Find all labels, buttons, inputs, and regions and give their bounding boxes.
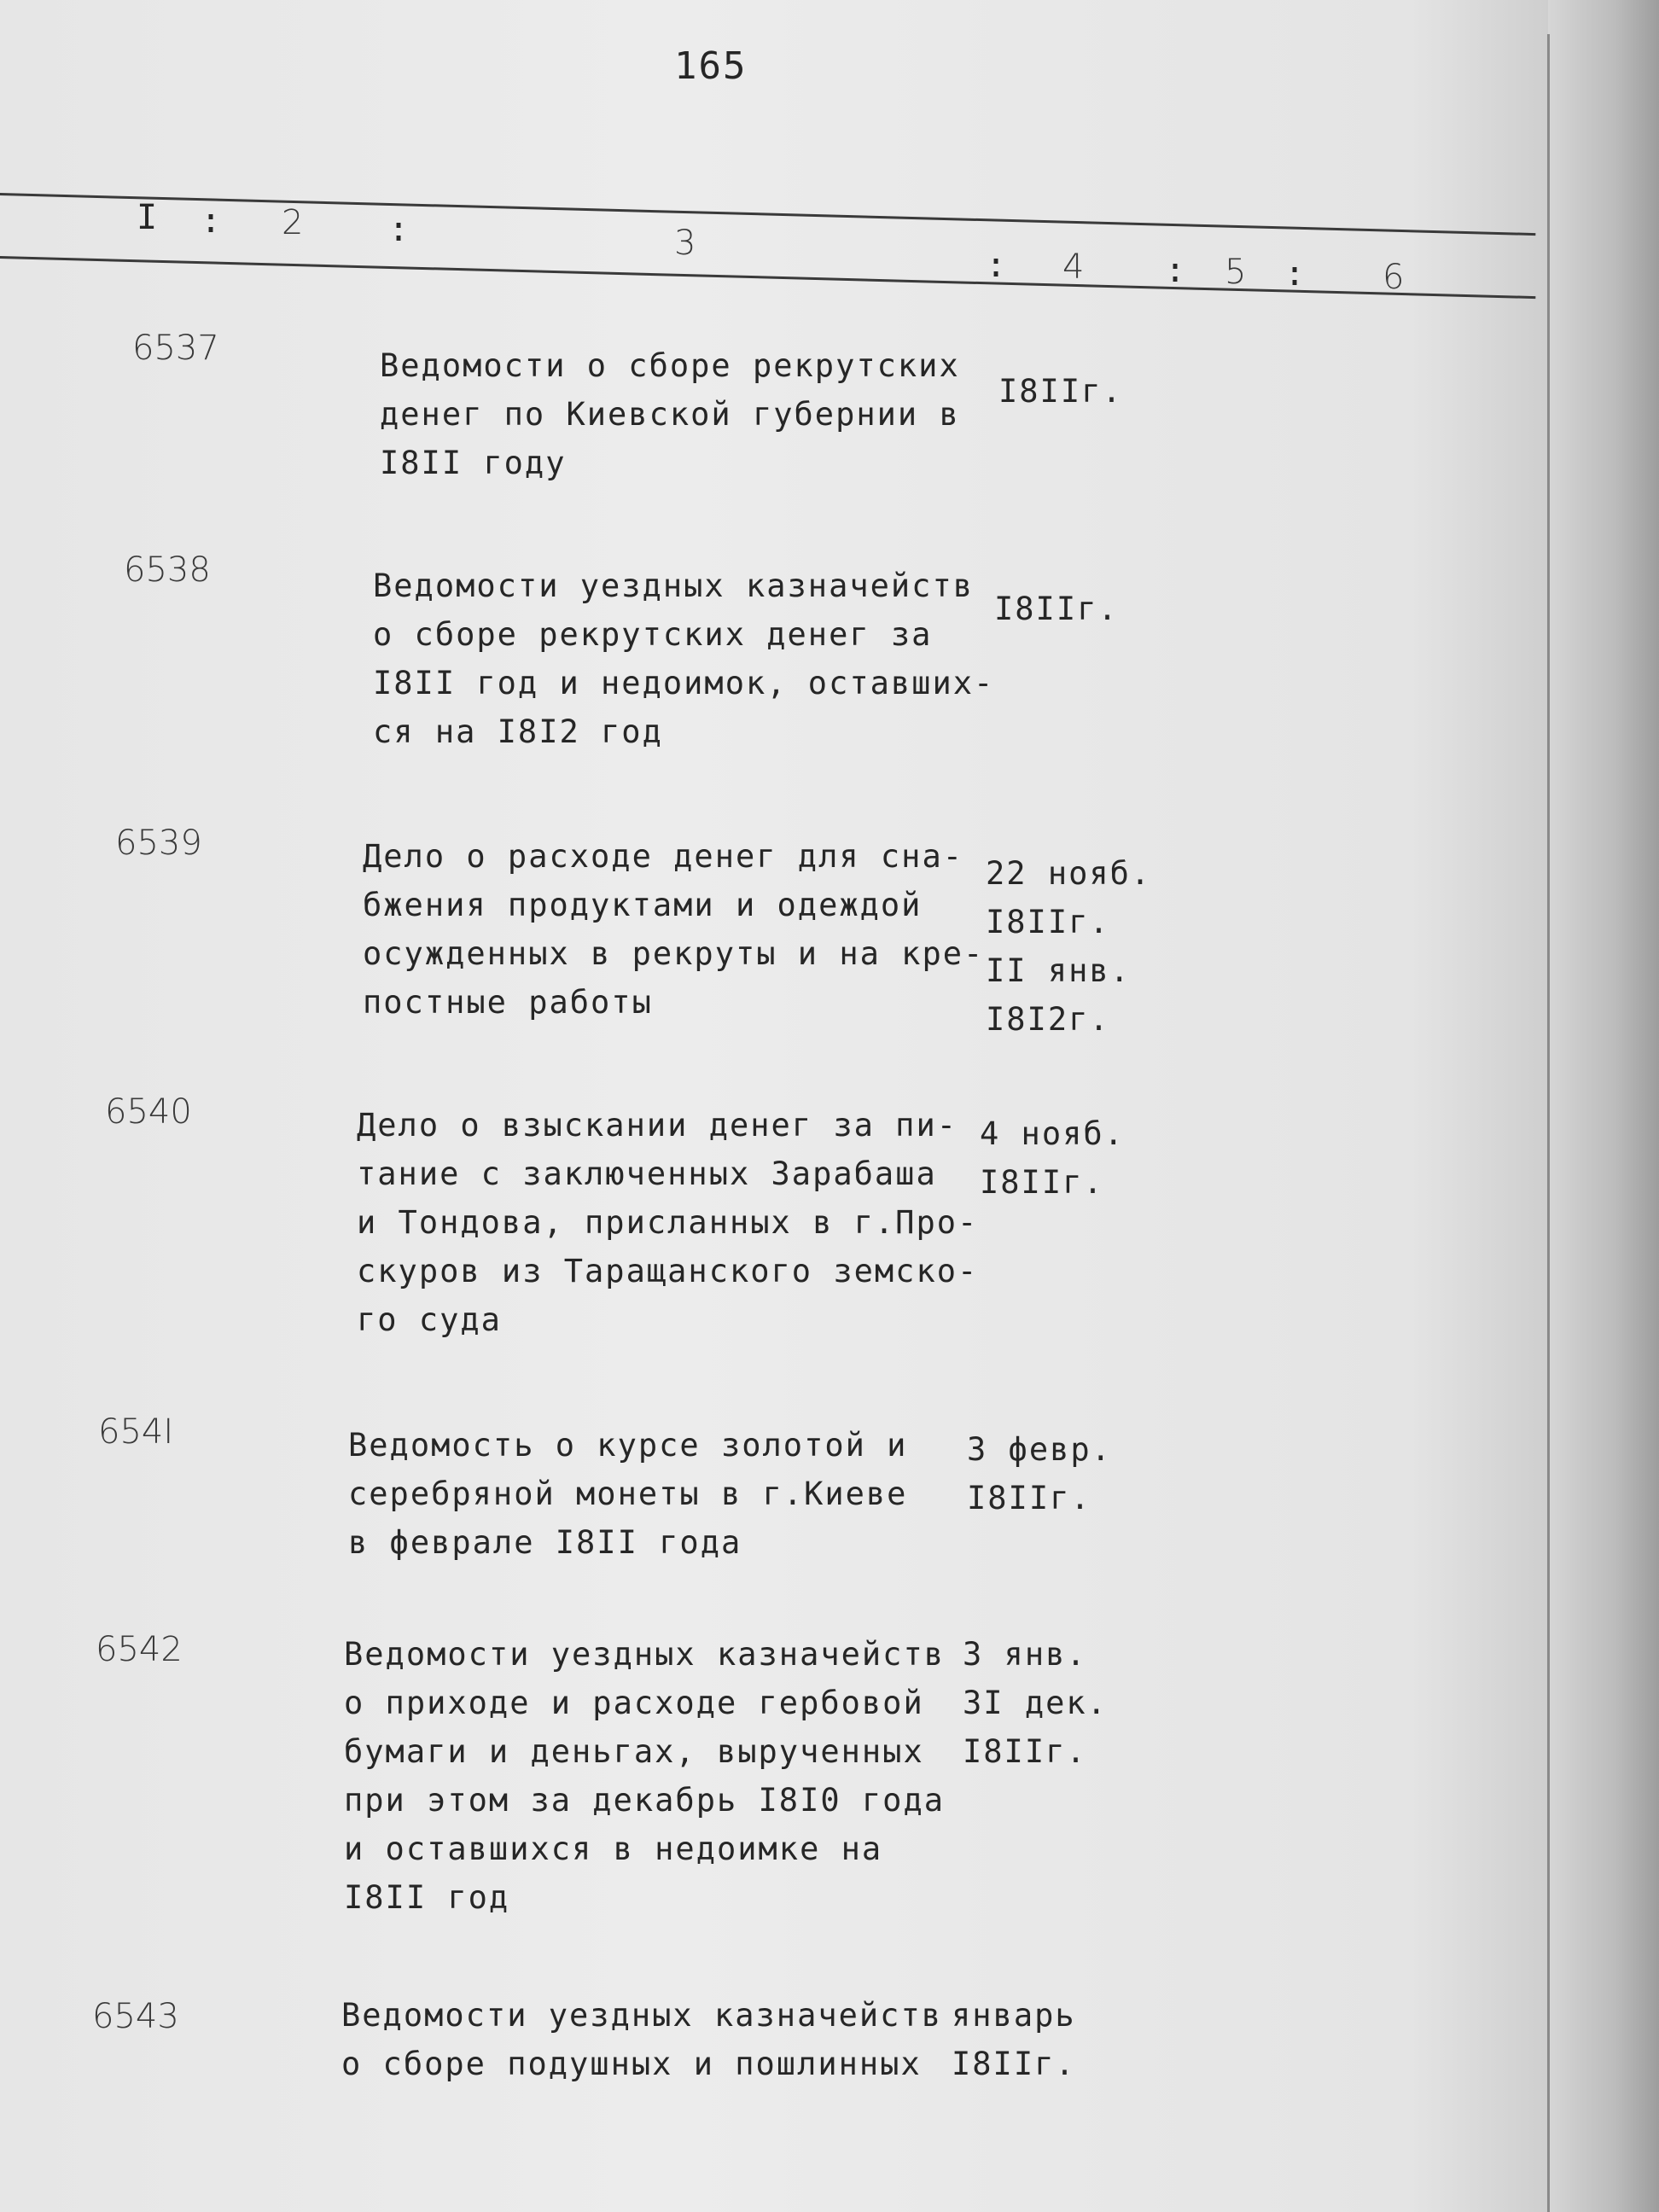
- entry-number: 6537: [132, 329, 219, 368]
- column-header-5: 5: [1225, 253, 1247, 292]
- date-line: I8IIг.: [963, 1733, 1087, 1770]
- date-line: 4 нояб.: [980, 1115, 1125, 1152]
- description-line: осужденных в рекруты и на кре-: [363, 935, 985, 972]
- entry-number: 6542: [96, 1630, 183, 1669]
- description-line: I8II год: [344, 1879, 510, 1916]
- description-line: о приходе и расходе гербовой: [344, 1685, 924, 1721]
- description-line: о сборе рекрутских денег за: [373, 616, 933, 653]
- date-line: II янв.: [986, 952, 1131, 989]
- entry-description: [380, 341, 960, 487]
- column-header-separator: :: [1165, 251, 1188, 290]
- description-line: Дело о взыскании денег за пи-: [357, 1107, 958, 1144]
- entry-description: [348, 1421, 907, 1567]
- entry-date: [952, 1991, 1076, 2088]
- column-header-2: 2: [282, 203, 304, 242]
- page-edge-shadow: [1548, 0, 1659, 2212]
- column-header-separator: :: [201, 201, 224, 241]
- description-line: и оставшихся в недоимке на: [344, 1831, 883, 1867]
- date-line: I8IIг.: [980, 1164, 1104, 1201]
- date-line: I8IIг.: [998, 373, 1123, 410]
- page-edge-line: [1547, 34, 1550, 2212]
- date-line: 3 янв.: [963, 1636, 1087, 1673]
- date-line: I8I2г.: [986, 1001, 1110, 1038]
- entry-number: 6539: [115, 824, 202, 863]
- column-header-3: 3: [674, 224, 696, 263]
- column-header-separator: :: [986, 246, 1009, 285]
- description-line: в феврале I8II года: [348, 1524, 742, 1561]
- description-line: I8II год и недоимок, оставших-: [373, 665, 995, 701]
- entry-date: [986, 849, 1151, 1044]
- description-line: серебряной монеты в г.Киеве: [348, 1476, 908, 1512]
- description-line: о сборе подушных и пошлинных: [341, 2046, 922, 2082]
- description-line: го суда: [357, 1301, 502, 1338]
- description-line: Ведомости уездных казначейств: [373, 568, 975, 604]
- entry-date: [963, 1630, 1108, 1776]
- entry-date: [967, 1425, 1112, 1522]
- column-header-separator: :: [1284, 254, 1307, 294]
- entry-description: [357, 1101, 978, 1344]
- date-line: I8IIг.: [967, 1480, 1091, 1516]
- entry-date: [980, 1109, 1125, 1207]
- column-header-6: 6: [1382, 258, 1405, 297]
- date-line: 22 нояб.: [986, 855, 1152, 892]
- description-line: Ведомости о сборе рекрутских: [380, 347, 960, 384]
- column-header-separator: :: [388, 210, 411, 249]
- entry-description: [341, 1991, 942, 2088]
- entry-description: [373, 562, 994, 756]
- description-line: Ведомости уездных казначейств: [344, 1636, 946, 1673]
- description-line: I8II году: [380, 445, 567, 481]
- entry-number: 6538: [124, 550, 211, 590]
- date-line: I8IIг.: [994, 591, 1119, 627]
- column-header-1: I: [137, 198, 160, 237]
- description-line: постные работы: [363, 984, 653, 1021]
- date-line: 3 февр.: [967, 1431, 1112, 1468]
- description-line: при этом за декабрь I8I0 года: [344, 1782, 946, 1819]
- entry-date: [994, 585, 1119, 633]
- description-line: бжения продуктами и одеждой: [363, 887, 923, 923]
- column-header-4: 4: [1062, 247, 1085, 287]
- entry-number: 6543: [92, 1997, 179, 2036]
- entry-number: 654I: [98, 1412, 174, 1452]
- date-line: I8IIг.: [952, 2046, 1076, 2082]
- description-line: и Тондова, присланных в г.Про-: [357, 1204, 979, 1241]
- entry-date: [998, 367, 1123, 416]
- entry-number: 6540: [105, 1092, 192, 1132]
- description-line: Ведомости уездных казначейств: [341, 1997, 943, 2034]
- description-line: ся на I8I2 год: [373, 713, 663, 750]
- header-rule-top: [0, 193, 1535, 236]
- page-number: 165: [674, 44, 748, 88]
- entry-description: [344, 1630, 945, 1922]
- date-line: январь: [952, 1997, 1076, 2034]
- entry-description: [363, 832, 984, 1027]
- date-line: I8IIг.: [986, 904, 1110, 940]
- description-line: скуров из Таращанского земско-: [357, 1253, 979, 1289]
- description-line: тание с заключенных Зарабаша: [357, 1155, 937, 1192]
- description-line: бумаги и деньгах, вырученных: [344, 1733, 924, 1770]
- description-line: денег по Киевской губернии в: [380, 396, 960, 433]
- description-line: Ведомость о курсе золотой и: [348, 1427, 908, 1464]
- date-line: 3I дек.: [963, 1685, 1108, 1721]
- description-line: Дело о расходе денег для сна-: [363, 838, 964, 875]
